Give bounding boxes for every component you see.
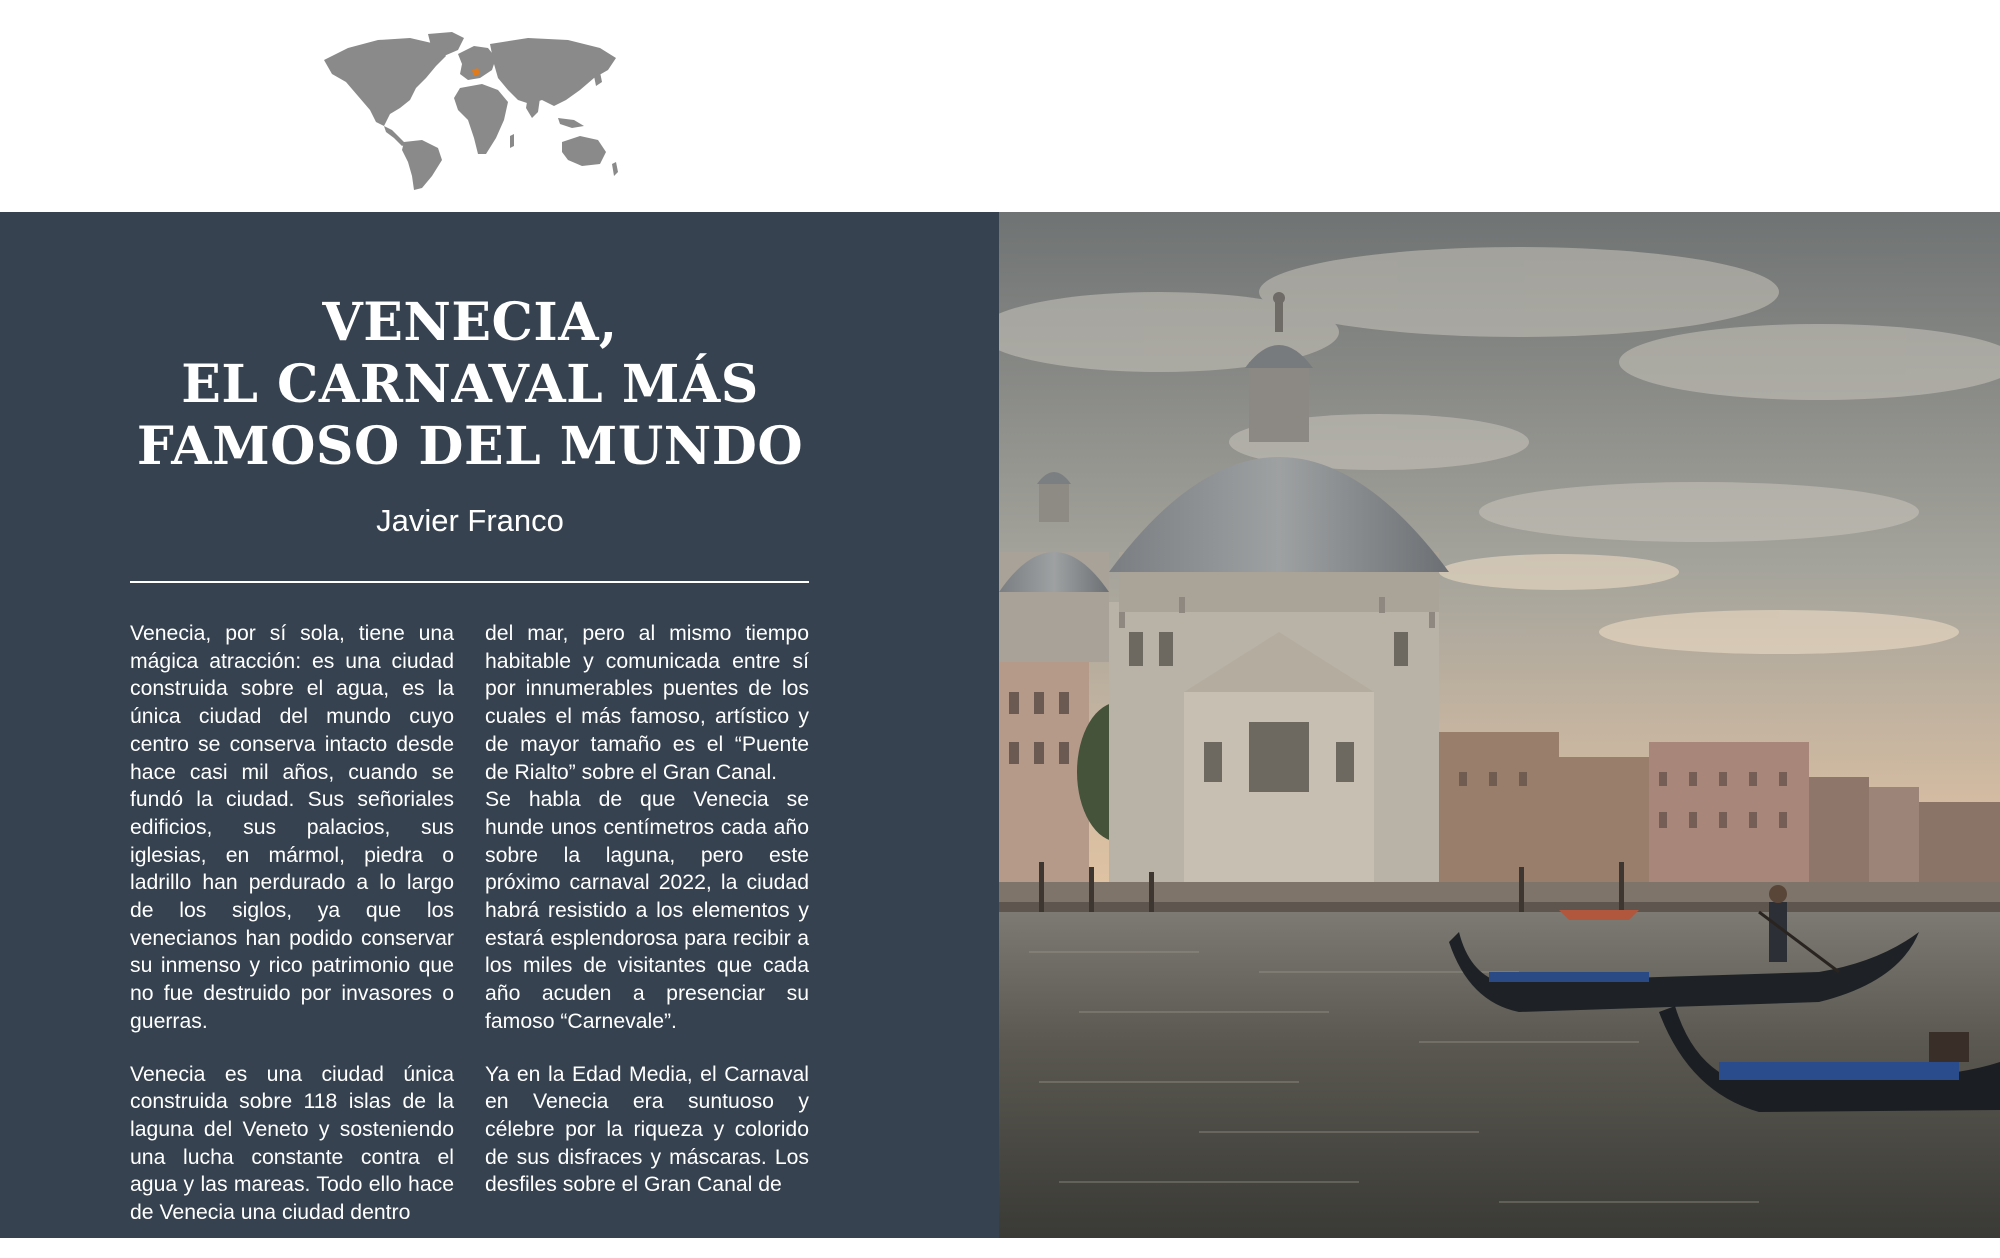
paragraph: Se habla de que Venecia se hunde unos centímetros cada año sobre la laguna, pero este próximo carnaval 2022, la ciudad habrá resistido a los elementos y estará esplendorosa para recibir a los miles de visitantes que cada año acuden a presenciar su famoso “Carnevale”. [485, 788, 809, 1033]
title-line: VENECIA, [322, 292, 618, 353]
paragraph: Ya en la Edad Media, el Carnaval en Venecia era suntuoso y célebre por la riqueza y colorido de sus disfraces y máscaras. Los desfiles sobre el Gran Canal de [485, 1062, 809, 1197]
text-column-1 [130, 620, 454, 1252]
venice-photo [999, 212, 2000, 1238]
text-column-2 [485, 620, 809, 1224]
paragraph: Venecia, por sí sola, tiene una mágica atracción: es una ciudad construida sobre el agua, es la única ciudad del mundo cuyo centro se conserva intacto desde hace casi mil años, cuando se fundó la ciudad. Sus señoriales edificios, sus palacios, sus iglesias, en mármol, piedra o ladrillo han perdurado a lo largo de los siglos, ya que los venecianos han podido conservar su inmenso y rico patrimonio que no fue destruido por invasores o guerras. [130, 622, 454, 1033]
paragraph: Venecia es una ciudad única construida sobre 118 islas de la laguna del Veneto y sosteniendo una lucha constante contra el agua y las mareas. Todo ello hace de Venecia una ciudad dentro [130, 1062, 454, 1225]
divider [130, 581, 809, 583]
paragraph: del mar, pero al mismo tiempo habitable y comunicada entre sí por innumerables puentes de los cuales el más famoso, artístico y de mayor tamaño es el “Puente de Rialto” sobre el Gran Canal. [485, 622, 809, 784]
world-map-icon [318, 30, 622, 190]
author-byline: Javier Franco [376, 503, 564, 538]
title-line: EL CARNAVAL MÁS [181, 354, 759, 415]
article-title [130, 292, 810, 478]
title-line: FAMOSO DEL MUNDO [136, 416, 804, 477]
